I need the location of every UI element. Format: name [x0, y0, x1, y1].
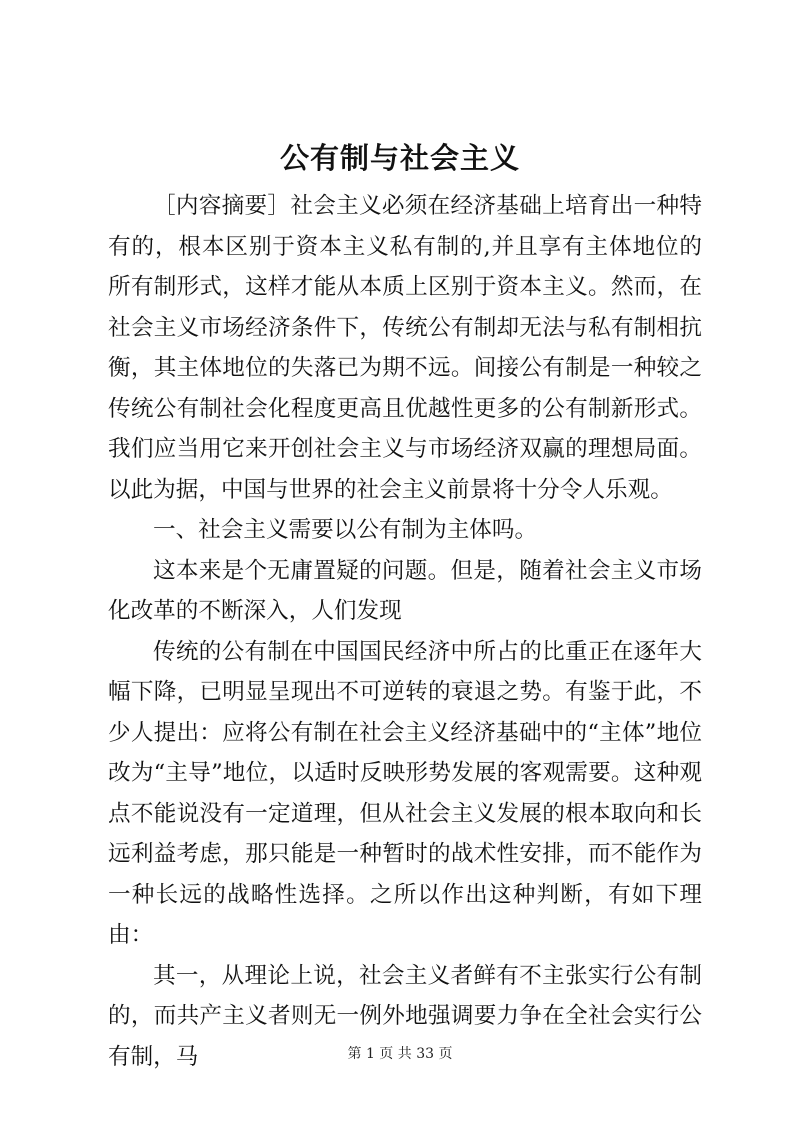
paragraph-reason-one: 其一，从理论上说，社会主义者鲜有不主张实行公有制的，而共产主义者则无一例外地强调要力争在全社会实行公有制，马: [108, 962, 702, 1070]
paragraph-intro: 这本来是个无庸置疑的问题。但是，随着社会主义市场化改革的不断深入，人们发现: [108, 557, 702, 624]
paragraph-abstract: ［内容摘要］社会主义必须在经济基础上培育出一种特有的，根本区别于资本主义私有制的,并且享有主体地位的所有制形式，这样才能从本质上区别于资本主义。然而，在社会主义市场经济条件下，传统公有制却无法与私有制相抗衡，其主体地位的失落已为期不远。间接公有制是一种较之传统公有制社会化程度更高且优越性更多的公有制新形式。我们应当用它来开创社会主义与市场经济双赢的理想局面。以此为据，中国与世界的社会主义前景将十分令人乐观。: [108, 193, 702, 503]
page-number-footer: 第 1 页 共 33 页: [347, 1046, 453, 1062]
page-title: 公有制与社会主义: [279, 141, 520, 175]
paragraph-decline: 传统的公有制在中国国民经济中所占的比重正在逐年大幅下降，已明显呈现出不可逆转的衰退之势。有鉴于此，不少人提出：应将公有制在社会主义经济基础中的“主体”地位改为“主导”地位，以适时反映形势发展的客观需要。这种观点不能说没有一定道理，但从社会主义发展的根本取向和长远利益考虑，那只能是一种暂时的战术性安排，而不能作为一种长远的战略性选择。之所以作出这种判断，有如下理由：: [108, 638, 702, 948]
paragraph-section-heading: 一、社会主义需要以公有制为主体吗。: [153, 517, 538, 543]
document-body: [108, 186, 702, 1077]
